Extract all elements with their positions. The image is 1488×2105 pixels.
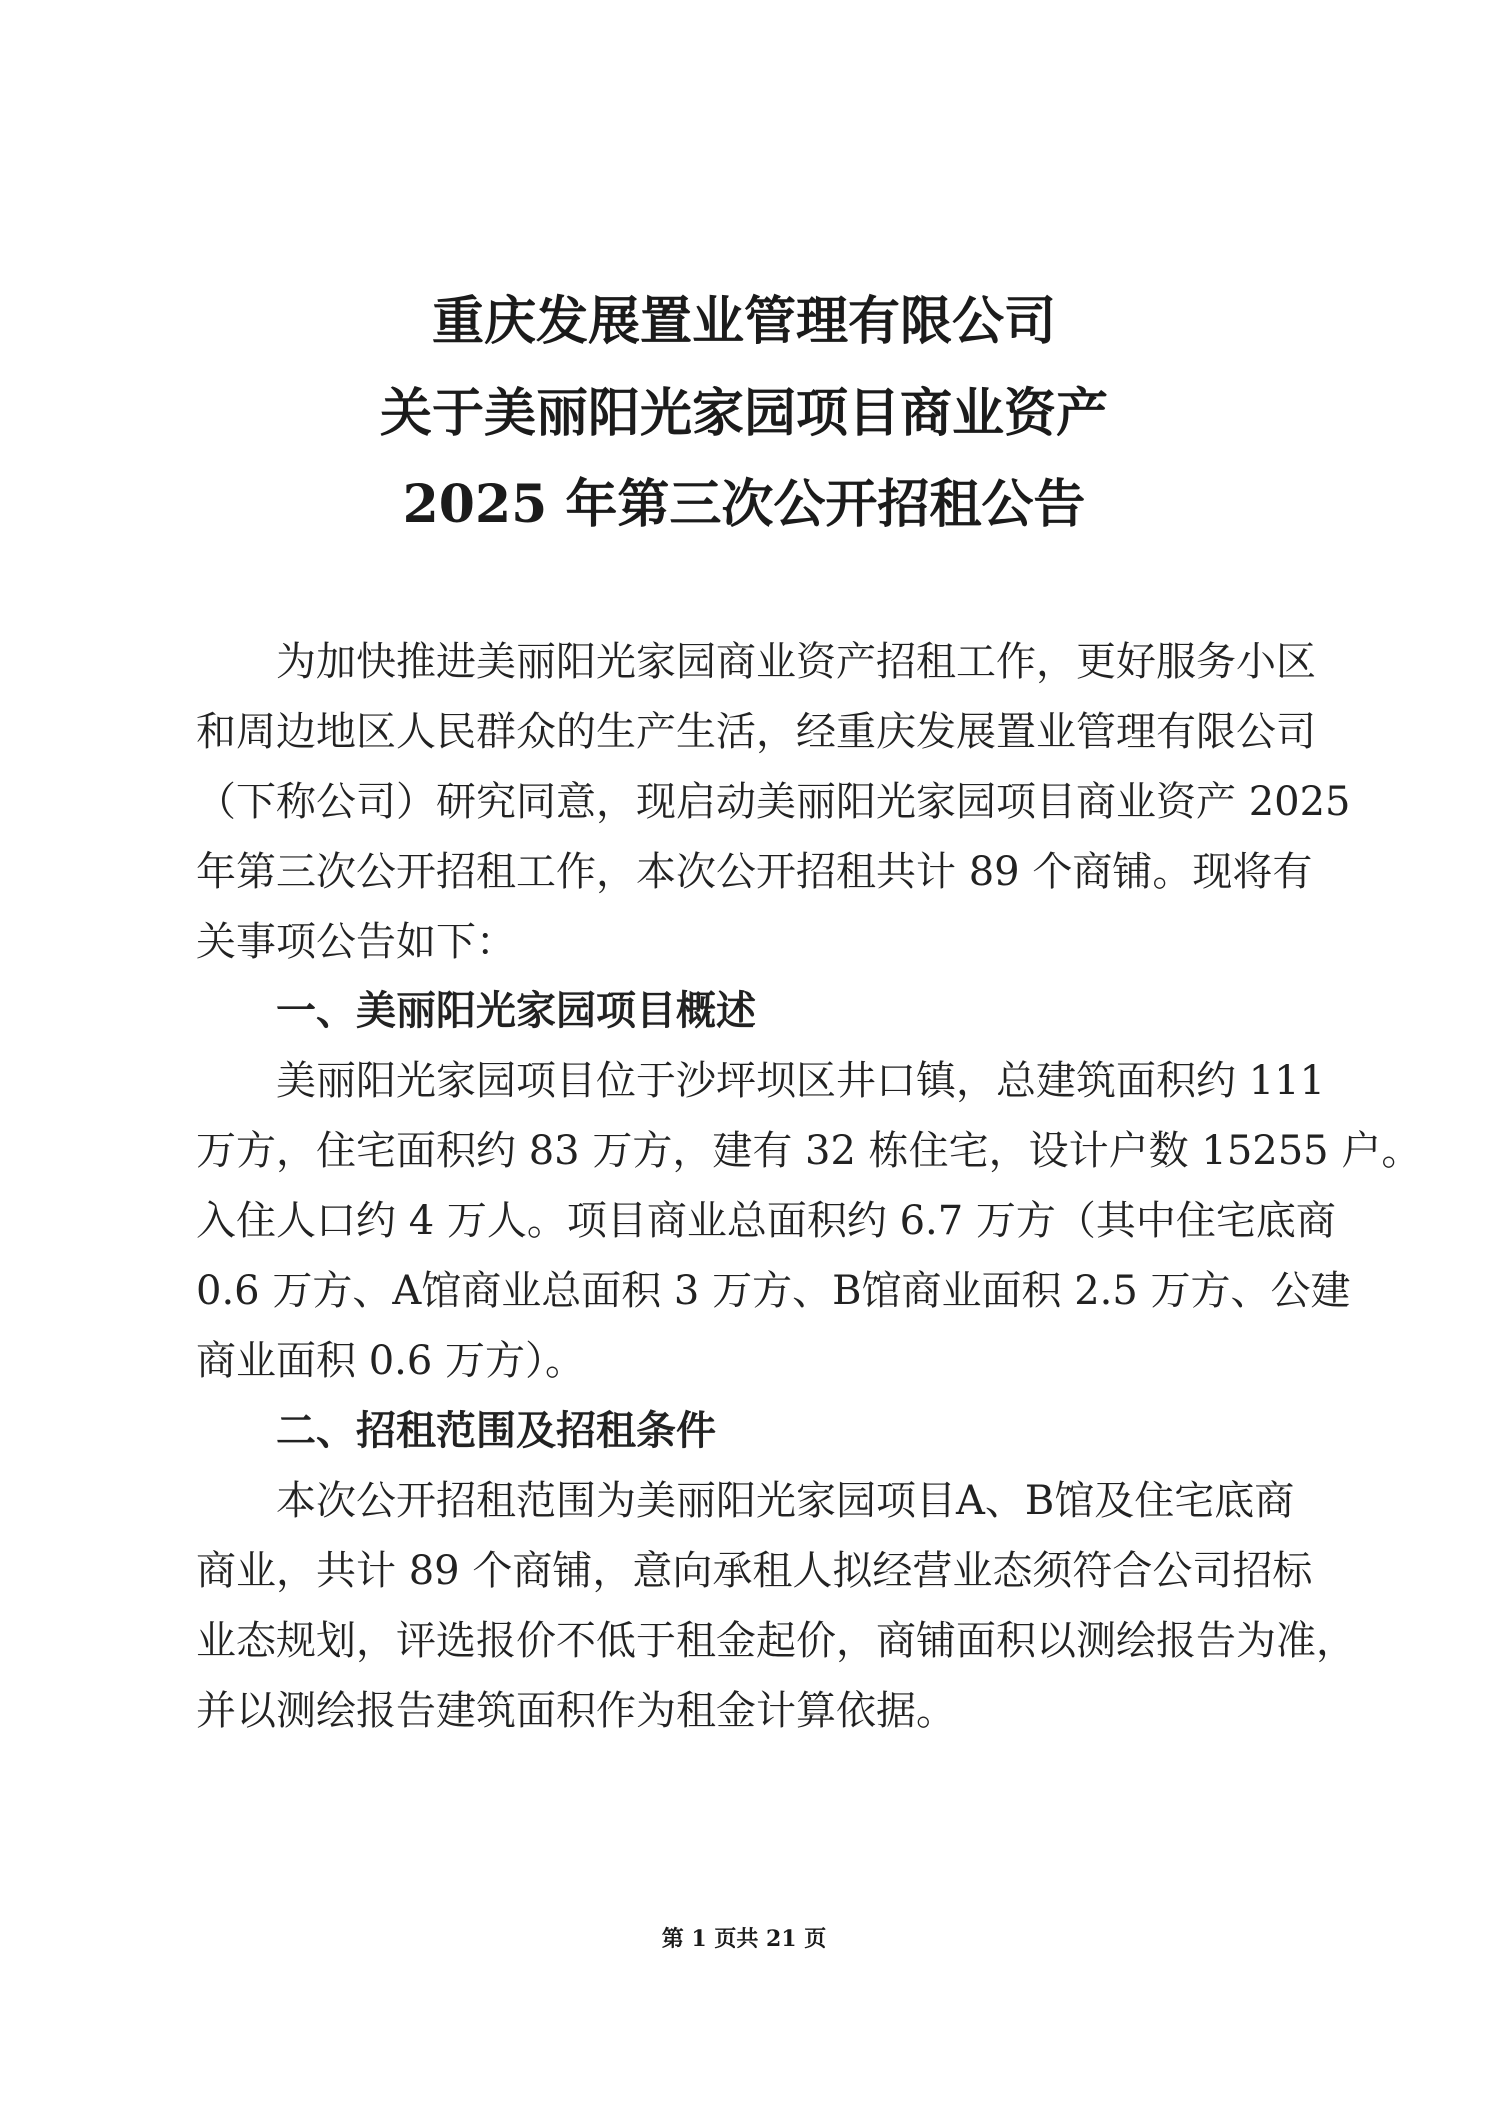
title-line-3: 2025 年第三次公开招租公告 xyxy=(402,474,1086,535)
title-line-1: 重庆发展置业管理有限公司 xyxy=(431,291,1056,352)
intro-line-2: 和周边地区人民群众的生产生活，经重庆发展置业管理有限公司 xyxy=(196,709,1316,755)
section1-line-1: 美丽阳光家园项目位于沙坪坝区井口镇，总建筑面积约 111 xyxy=(276,1058,1326,1104)
title-line-2: 关于美丽阳光家园项目商业资产 xyxy=(379,383,1108,444)
intro-line-3: （下称公司）研究同意，现启动美丽阳光家园项目商业资产 2025 xyxy=(196,779,1351,825)
section1-line-5: 商业面积 0.6 万方）。 xyxy=(196,1338,586,1384)
section2-line-3: 业态规划，评选报价不低于租金起价，商铺面积以测绘报告为准， xyxy=(196,1618,1356,1664)
section1-line-4: 0.6 万方、A馆商业总面积 3 万方、B馆商业面积 2.5 万方、公建 xyxy=(196,1268,1351,1314)
section2-line-4: 并以测绘报告建筑面积作为租金计算依据。 xyxy=(196,1688,956,1734)
section1-heading: 一、美丽阳光家园项目概述 xyxy=(276,988,756,1034)
page-number: 第 1 页共 21 页 xyxy=(661,1926,827,1952)
section1-line-2: 万方，住宅面积约 83 万方，建有 32 栋住宅，设计户数 15255 户。 xyxy=(196,1128,1422,1174)
intro-line-4: 年第三次公开招租工作，本次公开招租共计 89 个商铺。现将有 xyxy=(196,849,1313,895)
section2-heading: 二、招租范围及招租条件 xyxy=(276,1408,716,1454)
intro-line-1: 为加快推进美丽阳光家园商业资产招租工作，更好服务小区 xyxy=(276,639,1316,685)
section2-line-2: 商业，共计 89 个商铺，意向承租人拟经营业态须符合公司招标 xyxy=(196,1548,1313,1594)
section2-line-1: 本次公开招租范围为美丽阳光家园项目A、B馆及住宅底商 xyxy=(276,1478,1295,1524)
intro-line-5: 关事项公告如下： xyxy=(196,919,516,965)
section1-line-3: 入住人口约 4 万人。项目商业总面积约 6.7 万方（其中住宅底商 xyxy=(196,1198,1336,1244)
